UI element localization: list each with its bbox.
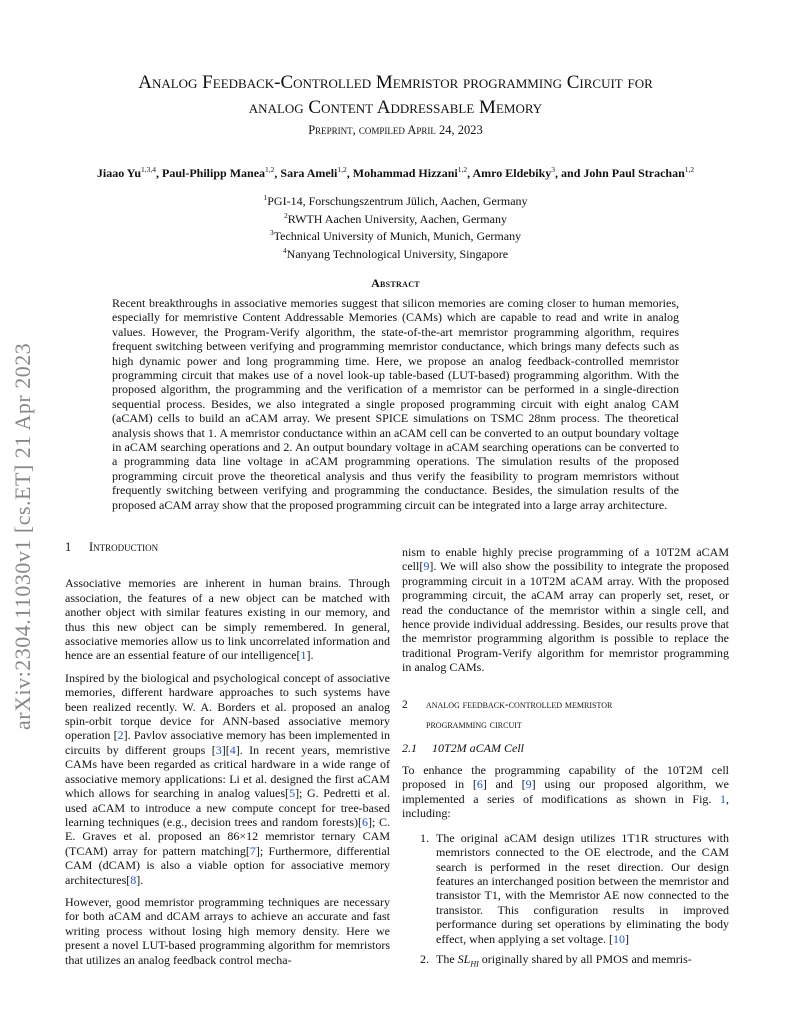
citation-link[interactable]: 2 bbox=[117, 728, 124, 743]
affiliation-text: Nanyang Technological University, Singapore bbox=[286, 246, 509, 261]
left-column bbox=[65, 540, 390, 975]
author-name: John Paul Strachan bbox=[583, 166, 685, 180]
separator: , bbox=[467, 166, 473, 180]
list-item bbox=[432, 952, 729, 972]
text-run: ] using our proposed algorithm, we implemented a series of modifications as shown in Fig. bbox=[402, 777, 729, 806]
author-name: Amro Eldebiky bbox=[472, 166, 552, 180]
author-name: Jiaao Yu bbox=[96, 166, 141, 180]
citation-link[interactable]: 1 bbox=[720, 791, 726, 806]
citation-link[interactable]: 1 bbox=[300, 648, 307, 663]
text-run: However, good memristor programming techniques are necessary for both aCAM and dCAM arrays to achieve an accurate and fast writing process without losing high memory density. Here we present a novel LUT-based programming algorithm for memristors that utilizes an analog feedback control mecha- bbox=[65, 894, 390, 967]
text-run: ]. bbox=[136, 872, 144, 887]
subsection-number: 2.1 bbox=[402, 740, 417, 755]
math-symbol: SL bbox=[457, 951, 471, 966]
author-list bbox=[20, 165, 771, 181]
paragraph bbox=[65, 576, 390, 662]
affiliation-marker: 1,2 bbox=[684, 165, 695, 174]
preprint-date: Preprint, compiled April 24, 2023 bbox=[308, 123, 483, 137]
abstract-text: Recent breakthroughs in associative memories suggest that silicon memories are coming closer to human memories, especially for memristive Content Addressable Memories (CAMs) which are capable to read and write in analog values. However, the Program-Verify algorithm, the state-of-the-art memristor programming algorithm, requires frequent switching between verifying and programming memristor conductance, which brings many defects such as high dynamic power and long programming time. Here, we propose an analog feedback-controlled memristor programming circuit that makes use of a novel look-up table-based (LUT-based) programming algorithm. With the proposed algorithm, the programming and the verification of a memristor can be performed in a single-direction sequential process. Besides, we also integrated a single proposed programming circuit with eight analog CAM (aCAM) cells to build an aCAM array. We present SPICE simulations on TSMC 28nm process. The theoretical analysis shows that 1. A memristor conductance within an aCAM cell can be converted to an output boundary voltage in aCAM searching operations and 2. An output boundary voltage in aCAM searching operations can be converted to a programming data line voltage in aCAM programming operations. The simulation results of the proposed programming circuit prove the theoretical analysis and thus verify the feasibility to program memristors without frequently switching between verifying and programming the conductance. Besides, the simulation results of the proposed aCAM array show that the proposed programming circuit can be integrated into a large array architecture. bbox=[112, 296, 679, 512]
paragraph bbox=[402, 763, 729, 821]
text-run: ][ bbox=[221, 742, 230, 757]
text-run: ]; G. Pedretti et al. used aCAM to introduce a new compute concept for tree-based learning techniques (e.g., decision trees and random forests)[ bbox=[65, 786, 391, 829]
citation-link[interactable]: 8 bbox=[130, 872, 137, 887]
abstract-heading: Abstract bbox=[371, 276, 420, 290]
section-1-heading bbox=[65, 540, 390, 554]
text-run: ]. In recent years, memristive CAMs have been regarded as critical hardware in a wide range of associative memory applications: Li et al. designed the first aCAM which allows for searching in analog values[ bbox=[65, 742, 390, 801]
subscript: HI bbox=[470, 959, 479, 969]
text-run: ]; Furthermore, differential CAM (dCAM) is also a viable option for associative memory architectures[ bbox=[65, 843, 391, 887]
affiliation-text: PGI-14, Forschungszentrum Jülich, Aachen, Germany bbox=[267, 194, 528, 208]
affiliation bbox=[0, 244, 791, 262]
affiliation-marker: 1,2 bbox=[265, 165, 275, 174]
citation-link[interactable]: 3 bbox=[215, 742, 222, 757]
citation-link[interactable]: 9 bbox=[525, 777, 532, 792]
text-run: ] and [ bbox=[482, 777, 526, 792]
section-title-line-2: programming circuit bbox=[426, 718, 522, 731]
text-run: ]. We will also show the possibility to integrate the proposed programming circuit in a 10T2M aCAM array. With the proposed programming circuit, the aCAM array can properly set, reset, or read the conductance of the memristor within a single cell, and hence provide individual addressing. Besides, our results prove that the memristor programming algorithm is possible to replace the traditional Program-Verify algorithm for memristor programming in analog CAMs. bbox=[402, 559, 729, 675]
affiliation bbox=[0, 226, 791, 244]
section-number: 2 bbox=[402, 698, 408, 711]
text-run: ]; C. E. Graves et al. proposed an 86×12 memristor ternary CAM (TCAM) array for pattern matching[ bbox=[65, 814, 390, 858]
citation-link[interactable]: 9 bbox=[423, 559, 430, 574]
text-run: nism to enable highly precise programming of a 10T2M aCAM cell[ bbox=[402, 545, 729, 574]
citation-link[interactable]: 6 bbox=[362, 814, 369, 829]
separator: , and bbox=[555, 166, 584, 180]
title-line-1: Analog Feedback-Controlled Memristor programming Circuit for bbox=[138, 72, 653, 93]
text-run: The original aCAM design utilizes 1T1R structures with memristors connected to the OE electrode, and the CAM search is performed in the reset direction. Our design features an interchanged position between the memristor and transistor T1, with the Memristor AE now connected to the transistor. This configuration results in improved performance during set operations by eliminating the body effect, when applying a set voltage. [ bbox=[436, 830, 729, 946]
separator: , bbox=[346, 166, 353, 180]
right-column bbox=[402, 545, 729, 978]
author-name: Mohammad Hizzani bbox=[352, 166, 458, 180]
text-run: Associative memories are inherent in human brains. Through association, the features of a new object can be matched with another object with similar features existing in our memory, and thus this new object can be simply remembered. In general, associative memories allow us to link uncorrelated information and hence are an essential feature of our intelligence[ bbox=[65, 576, 390, 663]
author-name: Sara Ameli bbox=[280, 166, 338, 180]
paragraph bbox=[402, 545, 729, 675]
paragraph bbox=[65, 895, 390, 967]
citation-link[interactable]: 6 bbox=[476, 777, 483, 792]
citation-link[interactable]: 4 bbox=[229, 742, 236, 757]
paragraph bbox=[65, 671, 390, 887]
section-title bbox=[426, 695, 612, 735]
subsection-2-1-heading bbox=[402, 741, 729, 755]
text-run: ] bbox=[625, 931, 630, 946]
affiliation bbox=[0, 191, 791, 209]
citation-link[interactable]: 5 bbox=[289, 786, 296, 801]
affiliation-marker: 3 bbox=[551, 165, 556, 174]
text-run: ]. bbox=[306, 648, 314, 663]
text-run: ]. Pavlov associative memory has been implemented in circuits by different groups [ bbox=[65, 728, 390, 757]
title-line-2: analog Content Addressable Memory bbox=[248, 97, 543, 118]
text-run: originally shared by all PMOS and memris- bbox=[478, 951, 692, 966]
affiliation-marker: 1,2 bbox=[337, 165, 347, 174]
text-run: Inspired by the biological and psychological concept of associative memories, different hardware approaches to such systems have been realized recently. W. A. Borders et al. proposed an analog spin-orbit torque device for ANN-based associative memory operation [ bbox=[65, 670, 390, 743]
separator: , bbox=[156, 166, 162, 180]
text-run: To enhance the programming capability of the 10T2M cell proposed in [ bbox=[402, 763, 729, 792]
section-number: 1 bbox=[65, 540, 72, 554]
citation-link[interactable]: 10 bbox=[613, 931, 626, 946]
section-title: Introduction bbox=[89, 540, 159, 554]
affiliation-marker: 1 bbox=[263, 193, 268, 202]
affiliation-list bbox=[0, 191, 791, 261]
citation-link[interactable]: 7 bbox=[249, 843, 256, 858]
author-name: Paul-Philipp Manea bbox=[162, 166, 266, 180]
affiliation-marker: 4 bbox=[282, 245, 287, 255]
paper-title bbox=[60, 70, 731, 120]
text-run: The bbox=[436, 951, 458, 966]
modification-list bbox=[402, 831, 729, 972]
arxiv-side-stamp: arXiv:2304.11030v1 [cs.ET] 21 Apr 2023 bbox=[10, 342, 35, 730]
affiliation-marker: 1,2 bbox=[457, 165, 468, 174]
affiliation-marker: 1,3,4 bbox=[141, 165, 156, 174]
affiliation bbox=[0, 209, 791, 227]
list-item bbox=[432, 831, 729, 946]
affiliation-text: Technical University of Munich, Munich, Germany bbox=[273, 229, 522, 243]
section-title-line-1: analog feedback-controlled memristor bbox=[426, 698, 613, 711]
affiliation-text: RWTH Aachen University, Aachen, Germany bbox=[287, 211, 507, 226]
text-run: , including: bbox=[402, 791, 729, 821]
separator: , bbox=[274, 166, 281, 180]
subsection-title: 10T2M aCAM Cell bbox=[432, 740, 524, 755]
section-2-heading bbox=[402, 695, 729, 735]
affiliation-marker: 3 bbox=[269, 228, 274, 237]
affiliation-marker: 2 bbox=[284, 210, 288, 220]
